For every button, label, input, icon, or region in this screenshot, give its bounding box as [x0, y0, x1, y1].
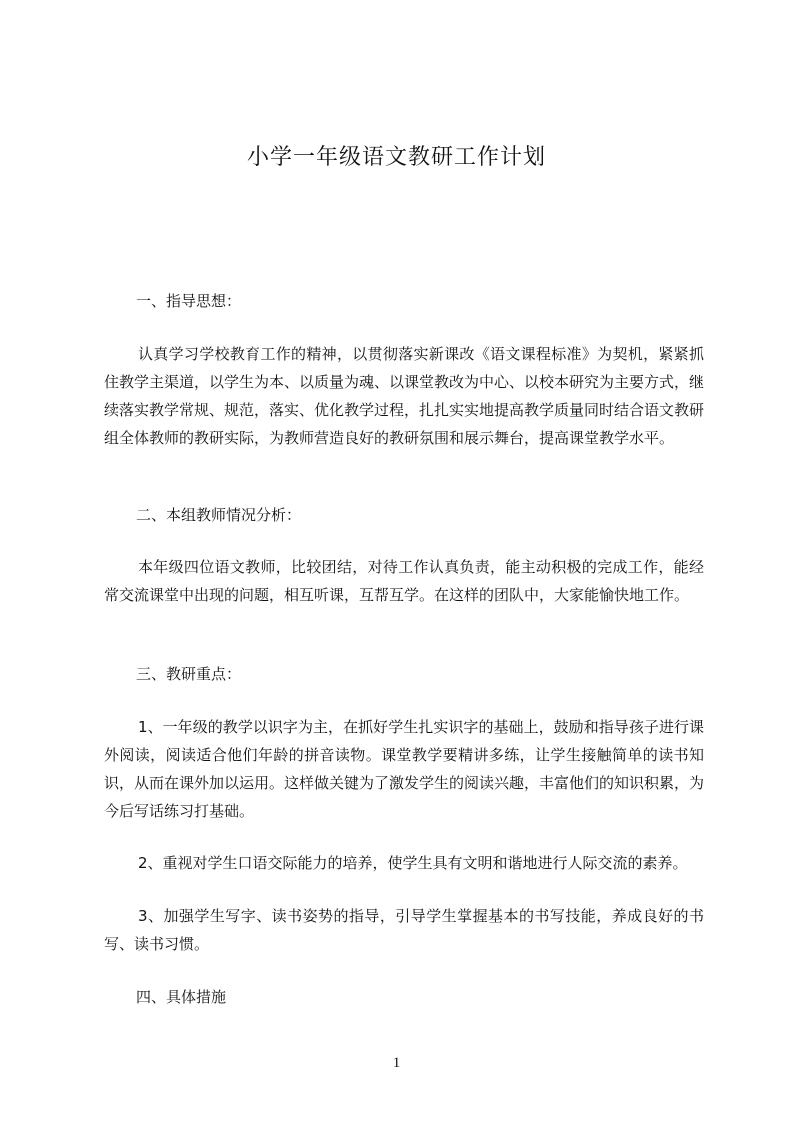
paragraph-guiding-ideology: 认真学习学校教育工作的精神，以贯彻落实新课改《语文课程标准》为契机，紧紧抓住教学主渠道，以学生为本、以质量为魂、以课堂教改为中心、以校本研究为主要方式，继续落实教学常规、规范，落实、优化教学过程，扎扎实实地提高教学质量同时结合语文教研组全体教师的教研实际，为教师营造良好的教研氛围和展示舞台，提高课堂教学水平。 [104, 345, 705, 447]
section-heading-guiding-ideology: 一、指导思想： [136, 292, 242, 310]
section-heading-teacher-analysis: 二、本组教师情况分析： [136, 506, 302, 524]
page-number: 1 [392, 1055, 401, 1071]
paragraph-focus-1: 1、一年级的教学以识字为主，在抓好学生扎实识字的基础上，鼓励和指导孩子进行课外阅读，阅读适合他们年龄的拼音读物。课堂教学要精讲多练，让学生接触简单的读书知识，从而在课外加以运用。这样做关键为了激发学生的阅读兴趣，丰富他们的知识积累，为今后写话练习打基础。 [104, 718, 705, 820]
section-heading-measures: 四、具体措施 [136, 988, 227, 1006]
paragraph-focus-3: 3、加强学生写字、读书姿势的指导，引导学生掌握基本的书写技能，养成良好的书写、读书习惯。 [104, 907, 704, 953]
document-title: 小学一年级语文教研工作计划 [246, 145, 546, 170]
section-heading-research-focus: 三、教研重点： [136, 665, 242, 683]
paragraph-focus-2: 2、重视对学生口语交际能力的培养，使学生具有文明和谐地进行人际交流的素养。 [138, 854, 688, 872]
paragraph-teacher-analysis: 本年级四位语文教师，比较团结，对待工作认真负责，能主动积极的完成工作，能经常交流课堂中出现的问题，相互听课，互帮互学。在这样的团队中，大家能愉快地工作。 [104, 558, 704, 604]
